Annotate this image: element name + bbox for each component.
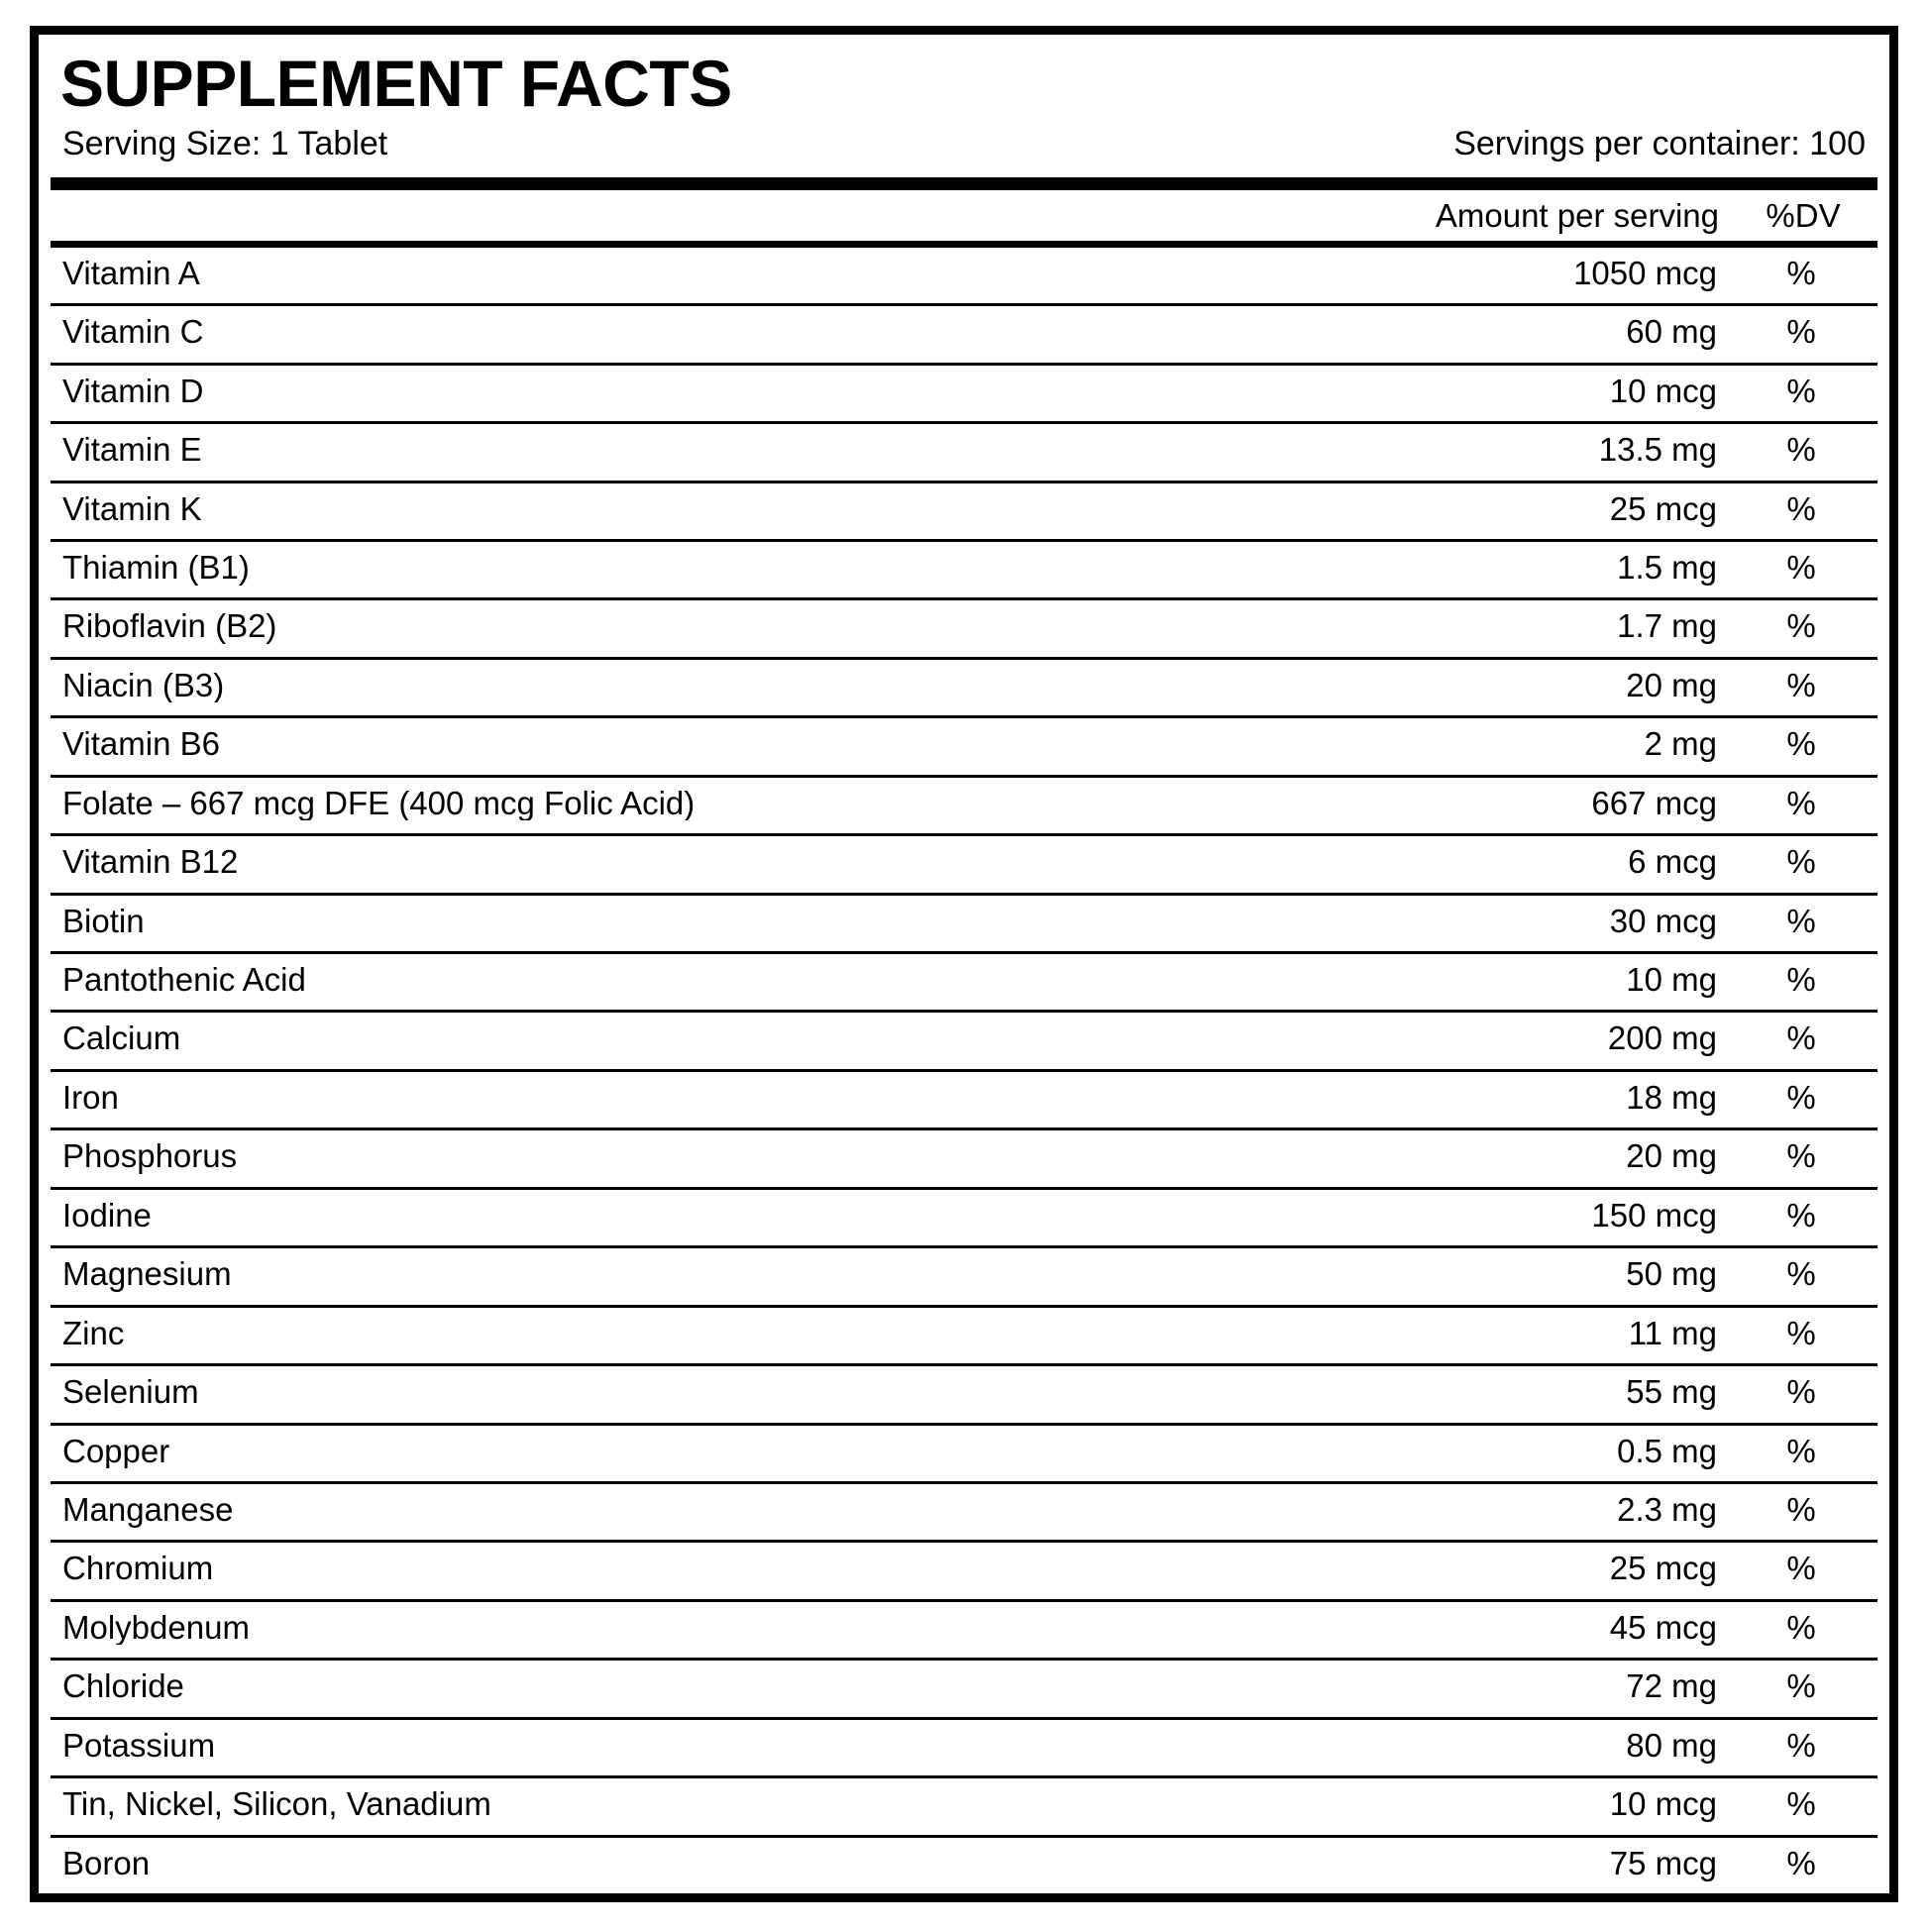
- table-row: [51, 1366, 1877, 1425]
- nutrient-amount: 10 mg: [1626, 961, 1717, 999]
- nutrient-daily-value: %: [1786, 1667, 1816, 1705]
- nutrient-amount: 55 mg: [1626, 1373, 1717, 1411]
- header-divider-thick: [51, 177, 1877, 190]
- nutrient-amount: 72 mg: [1626, 1667, 1717, 1705]
- nutrient-name: Pantothenic Acid: [62, 963, 306, 998]
- nutrient-daily-value: %: [1786, 372, 1816, 409]
- nutrient-name: Vitamin K: [62, 491, 202, 527]
- table-row: [51, 483, 1877, 542]
- nutrient-name: Tin, Nickel, Silicon, Vanadium: [62, 1787, 491, 1822]
- nutrient-name: Vitamin B12: [62, 845, 239, 880]
- table-row: [51, 424, 1877, 483]
- nutrient-name: Copper: [62, 1434, 170, 1469]
- nutrient-name: Boron: [62, 1846, 151, 1881]
- nutrient-amount: 25 mcg: [1609, 489, 1717, 527]
- table-row: [51, 836, 1877, 895]
- column-header-divider: [51, 241, 1877, 248]
- table-row: [51, 718, 1877, 777]
- nutrient-amount: 50 mg: [1626, 1255, 1717, 1293]
- nutrient-name: Vitamin C: [62, 315, 204, 350]
- table-row: [51, 366, 1877, 424]
- nutrient-amount: 0.5 mg: [1617, 1432, 1717, 1469]
- nutrient-daily-value: %: [1786, 1490, 1816, 1528]
- nutrient-daily-value: %: [1786, 1196, 1816, 1234]
- nutrient-daily-value: %: [1786, 1550, 1816, 1587]
- serving-info-row: [60, 121, 1868, 171]
- nutrient-daily-value: %: [1786, 431, 1816, 469]
- nutrient-amount: 11 mg: [1628, 1314, 1717, 1351]
- table-row: [51, 1190, 1877, 1248]
- table-row: [51, 1661, 1877, 1719]
- nutrient-daily-value: %: [1786, 548, 1816, 586]
- nutrient-name: Manganese: [62, 1492, 234, 1528]
- table-row: [51, 1778, 1877, 1837]
- page-title: SUPPLEMENT FACTS: [60, 47, 732, 120]
- nutrient-daily-value: %: [1786, 1785, 1816, 1823]
- nutrient-name: Zinc: [62, 1316, 125, 1351]
- table-row: [51, 954, 1877, 1013]
- nutrient-amount: 2.3 mg: [1617, 1490, 1717, 1528]
- nutrient-name: Magnesium: [62, 1257, 232, 1292]
- table-row: [51, 306, 1877, 365]
- nutrient-daily-value: %: [1786, 1020, 1816, 1057]
- serving-size: Serving Size: 1 Tablet: [62, 125, 388, 163]
- nutrient-name: Chromium: [62, 1552, 214, 1587]
- nutrient-amount: 20 mg: [1626, 1137, 1717, 1175]
- nutrient-daily-value: %: [1786, 1255, 1816, 1293]
- nutrient-name: Riboflavin (B2): [62, 609, 277, 645]
- nutrient-amount: 6 mcg: [1628, 843, 1717, 881]
- nutrient-daily-value: %: [1786, 725, 1816, 763]
- nutrient-amount: 200 mg: [1607, 1020, 1717, 1057]
- nutrient-daily-value: %: [1786, 666, 1816, 703]
- table-row: [51, 542, 1877, 600]
- nutrient-daily-value: %: [1786, 1432, 1816, 1469]
- nutrient-amount: 667 mcg: [1591, 784, 1717, 821]
- nutrient-daily-value: %: [1786, 1726, 1816, 1764]
- nutrient-name: Biotin: [62, 904, 145, 939]
- nutrient-amount: 25 mcg: [1609, 1550, 1717, 1587]
- nutrient-name: Calcium: [62, 1021, 181, 1057]
- nutrient-daily-value: %: [1786, 1314, 1816, 1351]
- nutrient-daily-value: %: [1786, 254, 1816, 291]
- nutrient-name: Vitamin D: [62, 374, 204, 409]
- nutrient-daily-value: %: [1786, 1608, 1816, 1646]
- nutrient-amount: 10 mcg: [1609, 1785, 1717, 1823]
- nutrient-amount: 18 mg: [1626, 1078, 1717, 1116]
- table-row: [51, 600, 1877, 659]
- column-header-amount: Amount per serving: [1435, 196, 1719, 234]
- supplement-facts-panel: [30, 26, 1898, 1902]
- table-row: [51, 896, 1877, 954]
- nutrient-name: Chloride: [62, 1669, 184, 1704]
- nutrient-daily-value: %: [1786, 784, 1816, 821]
- nutrient-rows: [39, 248, 1889, 1893]
- nutrient-name: Vitamin A: [62, 256, 200, 291]
- nutrient-daily-value: %: [1786, 313, 1816, 351]
- table-row: [51, 1130, 1877, 1189]
- table-row: [51, 1013, 1877, 1071]
- nutrient-daily-value: %: [1786, 1844, 1816, 1881]
- nutrient-daily-value: %: [1786, 489, 1816, 527]
- nutrient-amount: 30 mcg: [1609, 902, 1717, 939]
- nutrient-name: Potassium: [62, 1728, 216, 1764]
- nutrient-daily-value: %: [1786, 1137, 1816, 1175]
- nutrient-amount: 1.7 mg: [1617, 607, 1717, 645]
- table-row: [51, 1720, 1877, 1778]
- nutrient-daily-value: %: [1786, 843, 1816, 881]
- nutrient-name: Iron: [62, 1080, 119, 1116]
- nutrient-amount: 1.5 mg: [1617, 548, 1717, 586]
- table-row: [51, 1484, 1877, 1543]
- nutrient-amount: 45 mcg: [1609, 1608, 1717, 1646]
- nutrient-name: Niacin (B3): [62, 668, 225, 703]
- table-row: [51, 1543, 1877, 1601]
- table-row: [51, 660, 1877, 718]
- nutrient-amount: 75 mcg: [1609, 1844, 1717, 1881]
- nutrient-daily-value: %: [1786, 607, 1816, 645]
- nutrient-name: Selenium: [62, 1375, 199, 1410]
- table-row: [51, 1248, 1877, 1307]
- nutrient-name: Vitamin B6: [62, 727, 220, 762]
- nutrient-amount: 80 mg: [1626, 1726, 1717, 1764]
- nutrient-amount: 150 mcg: [1591, 1196, 1717, 1234]
- panel-header: [39, 35, 1889, 177]
- nutrient-name: Iodine: [62, 1198, 152, 1234]
- column-header-dv: %DV: [1766, 196, 1841, 234]
- table-row: [51, 1072, 1877, 1130]
- nutrient-amount: 10 mcg: [1609, 372, 1717, 409]
- nutrient-amount: 20 mg: [1626, 666, 1717, 703]
- nutrient-amount: 2 mg: [1644, 725, 1717, 763]
- table-row: [51, 1838, 1877, 1893]
- nutrient-amount: 13.5 mg: [1598, 431, 1717, 469]
- nutrient-daily-value: %: [1786, 1373, 1816, 1411]
- table-row: [51, 778, 1877, 836]
- nutrient-name: Molybdenum: [62, 1610, 250, 1646]
- nutrient-amount: 60 mg: [1626, 313, 1717, 351]
- nutrient-daily-value: %: [1786, 1078, 1816, 1116]
- table-row: [51, 1308, 1877, 1366]
- table-row: [51, 1602, 1877, 1661]
- nutrient-name: Vitamin E: [62, 433, 202, 468]
- nutrient-name: Folate – 667 mcg DFE (400 mcg Folic Acid): [62, 786, 696, 821]
- nutrient-name: Phosphorus: [62, 1139, 238, 1174]
- table-row: [51, 1426, 1877, 1484]
- nutrient-name: Thiamin (B1): [62, 550, 250, 586]
- servings-per-container: Servings per container: 100: [1453, 125, 1866, 163]
- nutrient-amount: 1050 mcg: [1573, 254, 1717, 291]
- table-row: [51, 248, 1877, 306]
- nutrient-daily-value: %: [1786, 902, 1816, 939]
- nutrient-daily-value: %: [1786, 961, 1816, 999]
- column-header-row: [39, 190, 1889, 241]
